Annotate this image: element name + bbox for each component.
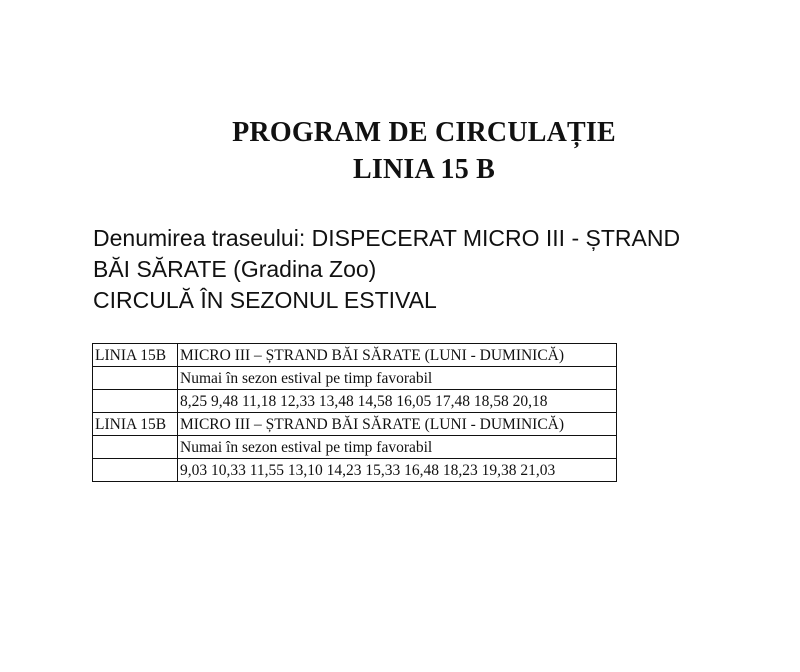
- route-header-cell: MICRO III – ȘTRAND BĂI SĂRATE (LUNI - DUMINICĂ): [178, 344, 617, 367]
- departure-times-cell: 9,03 10,33 11,55 13,10 14,23 15,33 16,48 18,23 19,38 21,03: [178, 459, 617, 482]
- route-description-line-2: BĂI SĂRATE (Gradina Zoo): [93, 256, 377, 282]
- table-row: [93, 436, 617, 459]
- line-cell: [93, 367, 178, 390]
- table-row: [93, 413, 617, 436]
- line-cell: LINIA 15B: [93, 344, 178, 367]
- note-cell: Numai în sezon estival pe timp favorabil: [178, 367, 617, 390]
- line-cell: LINIA 15B: [93, 413, 178, 436]
- line-cell: [93, 459, 178, 482]
- route-description-line-1: Denumirea traseului: DISPECERAT MICRO III - ȘTRAND: [93, 225, 681, 251]
- line-cell: [93, 436, 178, 459]
- departure-times-cell: 8,25 9,48 11,18 12,33 13,48 14,58 16,05 17,48 18,58 20,18: [178, 390, 617, 413]
- document-title: PROGRAM DE CIRCULAȚIE: [232, 117, 616, 148]
- table-row: [93, 367, 617, 390]
- table-row: [93, 390, 617, 413]
- route-header-cell: MICRO III – ȘTRAND BĂI SĂRATE (LUNI - DUMINICĂ): [178, 413, 617, 436]
- schedule-table: [92, 343, 617, 482]
- note-cell: Numai în sezon estival pe timp favorabil: [178, 436, 617, 459]
- season-notice: CIRCULĂ ÎN SEZONUL ESTIVAL: [93, 287, 437, 313]
- line-cell: [93, 390, 178, 413]
- document-subtitle-line: LINIA 15 B: [352, 154, 496, 185]
- table-row: [93, 344, 617, 367]
- table-row: [93, 459, 617, 482]
